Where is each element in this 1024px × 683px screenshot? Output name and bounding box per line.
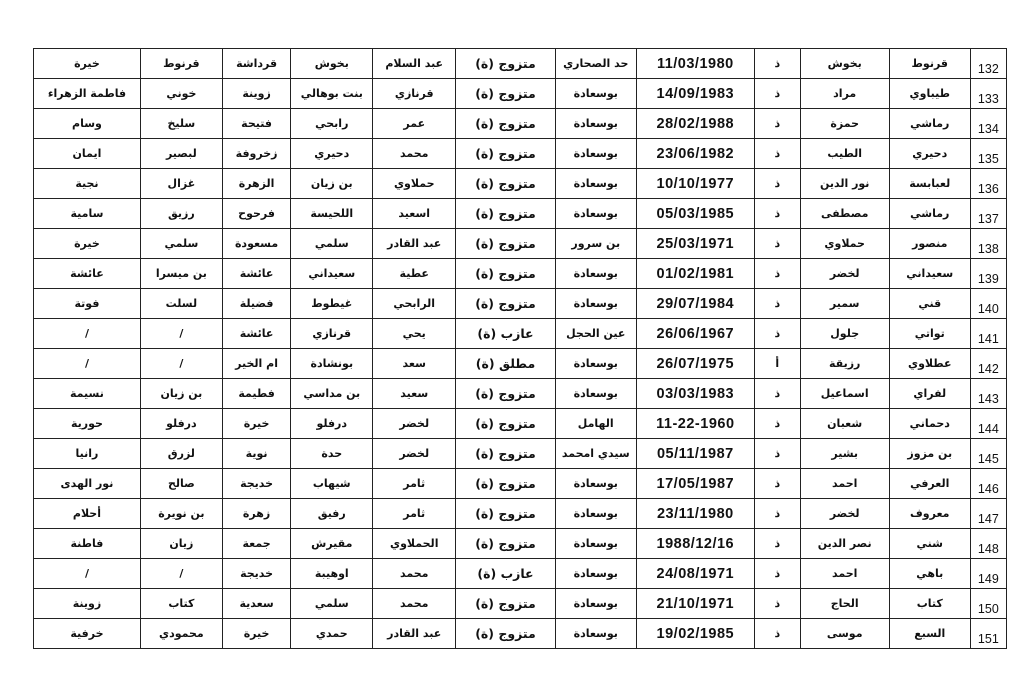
spouse-first-name-cell: أحلام xyxy=(34,499,141,529)
spouse-last-name-cell: زيان xyxy=(140,529,222,559)
spouse-last-name-cell: سليخ xyxy=(140,109,222,139)
row-number: 149 xyxy=(970,559,1006,589)
birth-date-cell: 19/02/1985 xyxy=(636,619,754,649)
grandfather-name-cell: سعيداني xyxy=(291,259,373,289)
father-name-cell: ثامر xyxy=(373,469,456,499)
row-number: 151 xyxy=(970,619,1006,649)
birth-place-cell: بوسعادة xyxy=(555,379,636,409)
spouse-first-name-cell: خيرة xyxy=(34,229,141,259)
first-name-cell: احمد xyxy=(800,469,889,499)
first-name-cell: اسماعيل xyxy=(800,379,889,409)
row-number: 138 xyxy=(970,229,1006,259)
father-name-cell: ثامر xyxy=(373,499,456,529)
table-row xyxy=(34,379,1007,409)
birth-place-cell: بوسعادة xyxy=(555,349,636,379)
last-name-cell: باهي xyxy=(889,559,970,589)
birth-place-cell: بوسعادة xyxy=(555,469,636,499)
last-name-cell: شني xyxy=(889,529,970,559)
row-number: 143 xyxy=(970,379,1006,409)
mother-name-cell: ام الخير xyxy=(222,349,290,379)
table-row xyxy=(34,469,1007,499)
row-number: 148 xyxy=(970,529,1006,559)
spouse-first-name-cell: عائشة xyxy=(34,259,141,289)
spouse-last-name-cell: رزيق xyxy=(140,199,222,229)
marital-status-cell: متزوج (ة) xyxy=(456,79,556,109)
last-name-cell: لعبابسة xyxy=(889,169,970,199)
last-name-cell: منصور xyxy=(889,229,970,259)
birth-place-cell: بوسعادة xyxy=(555,139,636,169)
sex-cell: ذ xyxy=(754,109,800,139)
last-name-cell: دحماني xyxy=(889,409,970,439)
mother-name-cell: سعدية xyxy=(222,589,290,619)
father-name-cell: محمد xyxy=(373,559,456,589)
spouse-first-name-cell: فاطمة الزهراء xyxy=(34,79,141,109)
father-name-cell: محمد xyxy=(373,139,456,169)
spouse-first-name-cell: رانيا xyxy=(34,439,141,469)
sex-cell: ذ xyxy=(754,529,800,559)
birth-place-cell: الهامل xyxy=(555,409,636,439)
grandfather-name-cell: قرنازي xyxy=(291,319,373,349)
marital-status-cell: مطلق (ة) xyxy=(456,349,556,379)
spouse-last-name-cell: بن زيان xyxy=(140,379,222,409)
grandfather-name-cell: شيهاب xyxy=(291,469,373,499)
father-name-cell: لخضر xyxy=(373,409,456,439)
marital-status-cell: متزوج (ة) xyxy=(456,409,556,439)
spouse-first-name-cell: ايمان xyxy=(34,139,141,169)
birth-place-cell: بوسعادة xyxy=(555,169,636,199)
birth-place-cell: بن سرور xyxy=(555,229,636,259)
first-name-cell: حمزة xyxy=(800,109,889,139)
sex-cell: ذ xyxy=(754,319,800,349)
father-name-cell: لخضر xyxy=(373,439,456,469)
sex-cell: ذ xyxy=(754,289,800,319)
spouse-last-name-cell: محمودي xyxy=(140,619,222,649)
birth-place-cell: بوسعادة xyxy=(555,559,636,589)
last-name-cell: قرنوط xyxy=(889,49,970,79)
grandfather-name-cell: اللحيسة xyxy=(291,199,373,229)
mother-name-cell: قرداشة xyxy=(222,49,290,79)
table-row xyxy=(34,589,1007,619)
row-number: 147 xyxy=(970,499,1006,529)
mother-name-cell: خديجة xyxy=(222,469,290,499)
row-number: 139 xyxy=(970,259,1006,289)
grandfather-name-cell: مقيرش xyxy=(291,529,373,559)
mother-name-cell: زوينة xyxy=(222,79,290,109)
table-row xyxy=(34,529,1007,559)
birth-place-cell: بوسعادة xyxy=(555,589,636,619)
spouse-first-name-cell: / xyxy=(34,349,141,379)
last-name-cell: كتاب xyxy=(889,589,970,619)
row-number: 134 xyxy=(970,109,1006,139)
marital-status-cell: متزوج (ة) xyxy=(456,169,556,199)
birth-date-cell: 1988/12/16 xyxy=(636,529,754,559)
first-name-cell: موسى xyxy=(800,619,889,649)
first-name-cell: حملاوي xyxy=(800,229,889,259)
sex-cell: أ xyxy=(754,349,800,379)
first-name-cell: جلول xyxy=(800,319,889,349)
birth-place-cell: سيدي امحمد xyxy=(555,439,636,469)
birth-place-cell: بوسعادة xyxy=(555,199,636,229)
table-row xyxy=(34,499,1007,529)
spouse-last-name-cell: بن ميسرا xyxy=(140,259,222,289)
spouse-last-name-cell: سلمي xyxy=(140,229,222,259)
father-name-cell: يحي xyxy=(373,319,456,349)
row-number: 140 xyxy=(970,289,1006,319)
spouse-last-name-cell: لزرق xyxy=(140,439,222,469)
mother-name-cell: نوية xyxy=(222,439,290,469)
first-name-cell: الطيب xyxy=(800,139,889,169)
birth-date-cell: 26/07/1975 xyxy=(636,349,754,379)
first-name-cell: رزيقة xyxy=(800,349,889,379)
birth-date-cell: 05/03/1985 xyxy=(636,199,754,229)
first-name-cell: مراد xyxy=(800,79,889,109)
mother-name-cell: جمعة xyxy=(222,529,290,559)
mother-name-cell: الزهرة xyxy=(222,169,290,199)
spouse-first-name-cell: خيرة xyxy=(34,49,141,79)
birth-date-cell: 14/09/1983 xyxy=(636,79,754,109)
last-name-cell: قني xyxy=(889,289,970,319)
birth-date-cell: 29/07/1984 xyxy=(636,289,754,319)
marital-status-cell: متزوج (ة) xyxy=(456,199,556,229)
marital-status-cell: متزوج (ة) xyxy=(456,379,556,409)
row-number: 133 xyxy=(970,79,1006,109)
birth-date-cell: 24/08/1971 xyxy=(636,559,754,589)
grandfather-name-cell: غيطوط xyxy=(291,289,373,319)
table-row xyxy=(34,619,1007,649)
father-name-cell: عمر xyxy=(373,109,456,139)
father-name-cell: عبد السلام xyxy=(373,49,456,79)
last-name-cell: لفراي xyxy=(889,379,970,409)
mother-name-cell: زهرة xyxy=(222,499,290,529)
mother-name-cell: خديجة xyxy=(222,559,290,589)
sex-cell: ذ xyxy=(754,259,800,289)
table-row xyxy=(34,439,1007,469)
table-row xyxy=(34,409,1007,439)
marital-status-cell: متزوج (ة) xyxy=(456,259,556,289)
sex-cell: ذ xyxy=(754,79,800,109)
father-name-cell: حملاوي xyxy=(373,169,456,199)
birth-place-cell: بوسعادة xyxy=(555,79,636,109)
mother-name-cell: فرحوح xyxy=(222,199,290,229)
grandfather-name-cell: بونشادة xyxy=(291,349,373,379)
first-name-cell: لخضر xyxy=(800,499,889,529)
mother-name-cell: خيرة xyxy=(222,619,290,649)
records-table xyxy=(33,48,1007,649)
spouse-first-name-cell: زوينة xyxy=(34,589,141,619)
first-name-cell: احمد xyxy=(800,559,889,589)
mother-name-cell: فضيلة xyxy=(222,289,290,319)
father-name-cell: عبد القادر xyxy=(373,229,456,259)
table-row xyxy=(34,199,1007,229)
mother-name-cell: مسعودة xyxy=(222,229,290,259)
father-name-cell: اسعيد xyxy=(373,199,456,229)
row-number: 132 xyxy=(970,49,1006,79)
sex-cell: ذ xyxy=(754,199,800,229)
row-number: 144 xyxy=(970,409,1006,439)
grandfather-name-cell: رفيق xyxy=(291,499,373,529)
table-row xyxy=(34,319,1007,349)
marital-status-cell: متزوج (ة) xyxy=(456,529,556,559)
sex-cell: ذ xyxy=(754,229,800,259)
table-row xyxy=(34,559,1007,589)
birth-place-cell: بوسعادة xyxy=(555,109,636,139)
spouse-first-name-cell: وسام xyxy=(34,109,141,139)
sex-cell: ذ xyxy=(754,139,800,169)
last-name-cell: طيباوي xyxy=(889,79,970,109)
spouse-first-name-cell: نور الهدى xyxy=(34,469,141,499)
row-number: 150 xyxy=(970,589,1006,619)
spouse-last-name-cell: / xyxy=(140,319,222,349)
spouse-last-name-cell: لسلت xyxy=(140,289,222,319)
last-name-cell: بن مزوز xyxy=(889,439,970,469)
sex-cell: ذ xyxy=(754,589,800,619)
table-row xyxy=(34,79,1007,109)
grandfather-name-cell: بخوش xyxy=(291,49,373,79)
row-number: 145 xyxy=(970,439,1006,469)
last-name-cell: معروف xyxy=(889,499,970,529)
mother-name-cell: عائشة xyxy=(222,319,290,349)
spouse-first-name-cell: خرفية xyxy=(34,619,141,649)
row-number: 142 xyxy=(970,349,1006,379)
birth-place-cell: عين الحجل xyxy=(555,319,636,349)
birth-date-cell: 23/06/1982 xyxy=(636,139,754,169)
grandfather-name-cell: اوهيبة xyxy=(291,559,373,589)
father-name-cell: قرنازي xyxy=(373,79,456,109)
table-row xyxy=(34,139,1007,169)
last-name-cell: رماشي xyxy=(889,199,970,229)
birth-place-cell: بوسعادة xyxy=(555,289,636,319)
spouse-last-name-cell: لبصير xyxy=(140,139,222,169)
last-name-cell: سعيداني xyxy=(889,259,970,289)
table-row xyxy=(34,349,1007,379)
row-number: 137 xyxy=(970,199,1006,229)
table-row xyxy=(34,289,1007,319)
birth-date-cell: 23/11/1980 xyxy=(636,499,754,529)
birth-date-cell: 01/02/1981 xyxy=(636,259,754,289)
birth-place-cell: بوسعادة xyxy=(555,529,636,559)
marital-status-cell: متزوج (ة) xyxy=(456,589,556,619)
birth-date-cell: 25/03/1971 xyxy=(636,229,754,259)
father-name-cell: محمد xyxy=(373,589,456,619)
father-name-cell: الرابحي xyxy=(373,289,456,319)
spouse-last-name-cell: خوني xyxy=(140,79,222,109)
last-name-cell: السبع xyxy=(889,619,970,649)
birth-place-cell: بوسعادة xyxy=(555,619,636,649)
row-number: 136 xyxy=(970,169,1006,199)
birth-date-cell: 05/11/1987 xyxy=(636,439,754,469)
marital-status-cell: متزوج (ة) xyxy=(456,139,556,169)
first-name-cell: نور الدين xyxy=(800,169,889,199)
sex-cell: ذ xyxy=(754,409,800,439)
father-name-cell: عبد القادر xyxy=(373,619,456,649)
marital-status-cell: متزوج (ة) xyxy=(456,619,556,649)
spouse-first-name-cell: / xyxy=(34,319,141,349)
grandfather-name-cell: دحيري xyxy=(291,139,373,169)
first-name-cell: لخضر xyxy=(800,259,889,289)
spouse-last-name-cell: / xyxy=(140,559,222,589)
sex-cell: ذ xyxy=(754,469,800,499)
grandfather-name-cell: بنت بوهالي xyxy=(291,79,373,109)
table-row xyxy=(34,259,1007,289)
spouse-first-name-cell: / xyxy=(34,559,141,589)
sex-cell: ذ xyxy=(754,619,800,649)
first-name-cell: شعبان xyxy=(800,409,889,439)
spouse-last-name-cell: بن نويرة xyxy=(140,499,222,529)
spouse-first-name-cell: حورية xyxy=(34,409,141,439)
mother-name-cell: زخروفة xyxy=(222,139,290,169)
mother-name-cell: عائشة xyxy=(222,259,290,289)
first-name-cell: سمير xyxy=(800,289,889,319)
last-name-cell: تواتي xyxy=(889,319,970,349)
spouse-last-name-cell: صالح xyxy=(140,469,222,499)
birth-date-cell: 11-22-1960 xyxy=(636,409,754,439)
spouse-last-name-cell: غزال xyxy=(140,169,222,199)
marital-status-cell: متزوج (ة) xyxy=(456,229,556,259)
mother-name-cell: فطيمة xyxy=(222,379,290,409)
marital-status-cell: متزوج (ة) xyxy=(456,289,556,319)
birth-place-cell: بوسعادة xyxy=(555,499,636,529)
marital-status-cell: متزوج (ة) xyxy=(456,439,556,469)
last-name-cell: عطلاوي xyxy=(889,349,970,379)
row-number: 141 xyxy=(970,319,1006,349)
marital-status-cell: متزوج (ة) xyxy=(456,109,556,139)
birth-date-cell: 28/02/1988 xyxy=(636,109,754,139)
last-name-cell: دحيري xyxy=(889,139,970,169)
table-row xyxy=(34,109,1007,139)
sex-cell: ذ xyxy=(754,379,800,409)
birth-date-cell: 17/05/1987 xyxy=(636,469,754,499)
row-number: 146 xyxy=(970,469,1006,499)
table-row xyxy=(34,229,1007,259)
father-name-cell: الحملاوي xyxy=(373,529,456,559)
spouse-first-name-cell: سامية xyxy=(34,199,141,229)
birth-date-cell: 21/10/1971 xyxy=(636,589,754,619)
first-name-cell: بخوش xyxy=(800,49,889,79)
grandfather-name-cell: درفلو xyxy=(291,409,373,439)
row-number: 135 xyxy=(970,139,1006,169)
grandfather-name-cell: بن زيان xyxy=(291,169,373,199)
birth-place-cell: حد الصحاري xyxy=(555,49,636,79)
spouse-last-name-cell: / xyxy=(140,349,222,379)
grandfather-name-cell: رابحي xyxy=(291,109,373,139)
sex-cell: ذ xyxy=(754,439,800,469)
grandfather-name-cell: سلمي xyxy=(291,589,373,619)
table-row xyxy=(34,169,1007,199)
sex-cell: ذ xyxy=(754,559,800,589)
mother-name-cell: خيرة xyxy=(222,409,290,439)
sex-cell: ذ xyxy=(754,499,800,529)
birth-date-cell: 11/03/1980 xyxy=(636,49,754,79)
birth-date-cell: 10/10/1977 xyxy=(636,169,754,199)
table-row xyxy=(34,49,1007,79)
last-name-cell: العرفي xyxy=(889,469,970,499)
father-name-cell: سعيد xyxy=(373,379,456,409)
birth-date-cell: 26/06/1967 xyxy=(636,319,754,349)
sex-cell: ذ xyxy=(754,49,800,79)
birth-place-cell: بوسعادة xyxy=(555,259,636,289)
grandfather-name-cell: بن مداسي xyxy=(291,379,373,409)
grandfather-name-cell: حمدي xyxy=(291,619,373,649)
marital-status-cell: متزوج (ة) xyxy=(456,469,556,499)
father-name-cell: عطية xyxy=(373,259,456,289)
marital-status-cell: عازب (ة) xyxy=(456,319,556,349)
spouse-last-name-cell: درفلو xyxy=(140,409,222,439)
grandfather-name-cell: سلمي xyxy=(291,229,373,259)
spouse-first-name-cell: فوتة xyxy=(34,289,141,319)
spouse-first-name-cell: نسيمة xyxy=(34,379,141,409)
marital-status-cell: متزوج (ة) xyxy=(456,499,556,529)
marital-status-cell: متزوج (ة) xyxy=(456,49,556,79)
birth-date-cell: 03/03/1983 xyxy=(636,379,754,409)
last-name-cell: رماشي xyxy=(889,109,970,139)
spouse-last-name-cell: قرنوط xyxy=(140,49,222,79)
spouse-first-name-cell: نجية xyxy=(34,169,141,199)
spouse-first-name-cell: فاطنة xyxy=(34,529,141,559)
spouse-last-name-cell: كتاب xyxy=(140,589,222,619)
first-name-cell: مصطفى xyxy=(800,199,889,229)
first-name-cell: بشير xyxy=(800,439,889,469)
first-name-cell: الحاج xyxy=(800,589,889,619)
father-name-cell: سعد xyxy=(373,349,456,379)
first-name-cell: نصر الدين xyxy=(800,529,889,559)
marital-status-cell: عازب (ة) xyxy=(456,559,556,589)
mother-name-cell: فتيحة xyxy=(222,109,290,139)
grandfather-name-cell: حدة xyxy=(291,439,373,469)
sex-cell: ذ xyxy=(754,169,800,199)
